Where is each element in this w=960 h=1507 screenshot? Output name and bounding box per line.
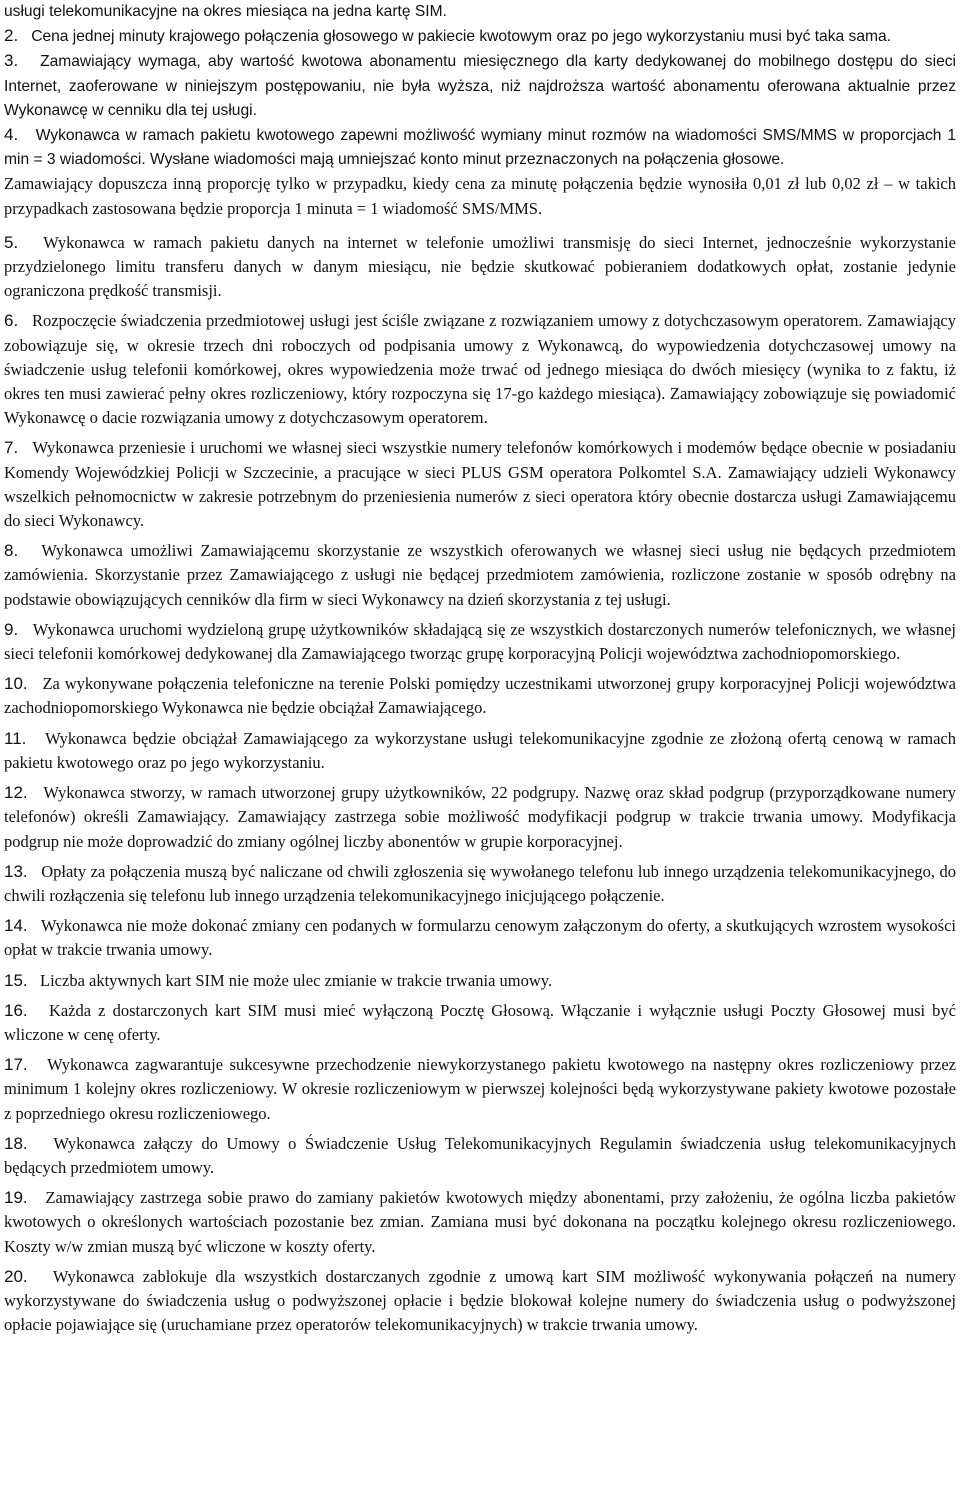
paragraph-text: Zamawiający wymaga, aby wartość kwotowa abonamentu miesięcznego dla karty dedykowanej do mobilnego dostępu do sieci Internet, zaoferowane w niniejszym postępowaniu, nie była wyższa, niż najdroższa wartość abonamentu oferowana aktualnie przez Wykonawcę w cenniku dla tej usługi. <box>4 53 957 119</box>
paragraph-text: Wykonawca będzie obciążał Zamawiającego za wykorzystane usługi telekomunikacyjne zgodnie ze złożoną ofertą cenową w ramach pakietu kwotowego oraz po jego wykorzystaniu. <box>4 728 957 772</box>
document-body <box>4 0 956 1337</box>
paragraph-13 <box>4 860 956 908</box>
paragraph-number: 17. <box>4 1055 28 1075</box>
paragraph-cont-0 <box>4 0 956 24</box>
paragraph-number: 11. <box>4 728 27 748</box>
paragraph-number: 7. <box>4 438 19 458</box>
paragraph-text: Wykonawca stworzy, w ramach utworzonej grupy użytkowników, 22 podgrupy. Nazwę oraz skład podgrup (przyporządkowane numery telefonów) określi Zamawiający. Zamawiający zastrzega sobie możliwość modyfikacji podgrup w trakcie trwania umowy. Modyfikacja podgrup nie może doprowadzić do zmiany ogólnej liczby abonentów w grupie korporacyjnej. <box>4 783 957 851</box>
paragraph-7 <box>4 436 956 533</box>
paragraph-text: Wykonawca w ramach pakietu kwotowego zapewni możliwość wymiany minut rozmów na wiadomości SMS/MMS w proporcjach 1 min = 3 wiadomości. Wysłane wiadomości mają umniejszać konto minut przeznaczonych na połączenia głosowe. <box>4 127 956 169</box>
paragraph-10 <box>4 672 956 720</box>
paragraph-number: 2. <box>4 26 19 46</box>
paragraph-text: Wykonawca umożliwi Zamawiającemu skorzystanie ze wszystkich oferowanych we własnej sieci usług nie będących przedmiotem zamówienia. Skorzystanie przez Zamawiającego z usługi nie będącej przedmiotem zamówienia, rozliczone zostanie w sposób odrębny na podstawie obowiązujących cenników dla firm w sieci Wykonawcy na dzień skorzystania z tej usługi. <box>4 541 957 609</box>
paragraph-18 <box>4 1132 956 1180</box>
paragraph-cont-4 <box>4 172 956 220</box>
paragraph-number: 9. <box>4 619 19 639</box>
paragraph-text: Zamawiający zastrzega sobie prawo do zamiany pakietów kwotowych między abonentami, przy założeniu, że ogólna liczba pakietów kwotowych o określonych wartościach pozostanie bez zmian. Zamiana musi być dokonana na początku kolejnego okresu rozliczeniowego. Koszty w/w zmian muszą być wliczone w koszty oferty. <box>4 1188 956 1256</box>
paragraph-text: Wykonawca uruchomi wydzieloną grupę użytkowników składającą się ze wszystkich dostarczonych numerów telefonicznych, we własnej sieci telefonii komórkowej dedykowanej dla Zamawiającego tworząc grupę korporacyjną Policji województwa zachodniopomorskiego. <box>4 619 956 664</box>
paragraph-5 <box>4 231 956 304</box>
paragraph-number: 6. <box>4 311 19 331</box>
paragraph-text: Wykonawca zagwarantuje sukcesywne przechodzenie niewykorzystanego pakietu kwotowego na następny okres rozliczeniowy przez minimum 1 kolejny okres rozliczeniowy. W okresie rozliczeniowym w pierwszej kolejności będą wykorzystywane pakiety kwotowe pozostałe z poprzedniego okresu rozliczeniowego. <box>4 1055 957 1123</box>
paragraph-2 <box>4 24 956 49</box>
paragraph-number: 18. <box>4 1133 28 1153</box>
paragraph-number: 4. <box>4 125 19 145</box>
paragraph-9 <box>4 618 956 666</box>
paragraph-17 <box>4 1053 956 1126</box>
paragraph-12 <box>4 781 956 854</box>
paragraph-3 <box>4 49 956 123</box>
paragraph-text: Rozpoczęcie świadczenia przedmiotowej usługi jest ściśle związane z rozwiązaniem umowy z dotychczasowym operatorem. Zamawiający zobowiązuje się, w okresie trzech dni roboczych od podpisania umowy z Wykonawcą, do wypowiedzenia dotychczasowej umowy na świadczenie usług telefonii komórkowej, okres wypowiedzenia może trwać od jednego miesiąca do dwóch miesięcy (wynika to z faktu, iż okres ten musi zawierać pełny okres rozliczeniowy, który rozpoczyna się 17-go każdego miesiąca). Zamawiający zobowiązuje się powiadomić Wykonawcę o dacie rozwiązania umowy z dotychczasowym operatorem. <box>4 311 956 428</box>
paragraph-11 <box>4 727 956 775</box>
paragraph-number: 10. <box>4 674 28 694</box>
paragraph-text: Wykonawca załączy do Umowy o Świadczenie Usług Telekomunikacyjnych Regulamin świadczenia usług telekomunikacyjnych będących przedmiotem umowy. <box>4 1133 957 1177</box>
paragraph-16 <box>4 999 956 1047</box>
paragraph-number: 14. <box>4 916 28 936</box>
paragraph-6 <box>4 309 956 430</box>
paragraph-number: 12. <box>4 783 28 803</box>
paragraph-text: Opłaty za połączenia muszą być naliczane od chwili zgłoszenia się wywołanego telefonu lub innego urządzenia telekomunikacyjnego, do chwili rozłączenia się telefonu lub innego urządzenia telekomunikacyjnego inicjującego połączenie. <box>4 861 957 905</box>
paragraph-number: 16. <box>4 1000 28 1020</box>
paragraph-number: 15. <box>4 970 28 990</box>
paragraph-4 <box>4 123 956 172</box>
paragraph-text: Wykonawca przeniesie i uruchomi we własnej sieci wszystkie numery telefonów komórkowych i modemów będące obecnie w posiadaniu Komendy Wojewódzkiej Policji w Szczecinie, a pracujące w sieci PLUS GSM operatora Polkomtel S.A. Zamawiający udzieli Wykonawcy wszelkich pełnomocnictw w zakresie potrzebnym do przeniesienia numerów z sieci operatora który obecnie dostarcza usługi Zamawiającemu do sieci Wykonawcy. <box>4 438 956 531</box>
paragraph-text: Zamawiający dopuszcza inną proporcję tylko w przypadku, kiedy cena za minutę połączenia będzie wynosiła 0,01 zł lub 0,02 zł – w takich przypadkach zastosowana będzie proporcja 1 minuta = 1 wiadomość SMS/MMS. <box>4 174 956 218</box>
paragraph-text: Cena jednej minuty krajowego połączenia głosowego w pakiecie kwotowym oraz po jego wykorzystaniu musi być taka sama. <box>31 28 891 46</box>
paragraph-number: 19. <box>4 1188 28 1208</box>
paragraph-8 <box>4 539 956 612</box>
paragraph-14 <box>4 914 956 962</box>
paragraph-text: Wykonawca w ramach pakietu danych na internet w telefonie umożliwi transmisję do sieci Internet, jednocześnie wykorzystanie przydzielonego limitu transferu danych w danym miesiącu, nie będzie skutkować pobieraniem dodatkowych opłat, zostanie jedynie ograniczona prędkość transmisji. <box>4 232 956 301</box>
paragraph-number: 8. <box>4 541 19 561</box>
paragraph-20 <box>4 1265 956 1338</box>
paragraph-text: Za wykonywane połączenia telefoniczne na terenie Polski pomiędzy uczestnikami utworzonej grupy korporacyjnej Policji województwa zachodniopomorskiego Wykonawca nie będzie obciążał Zamawiającego. <box>4 674 956 718</box>
paragraph-text: usługi telekomunikacyjne na okres miesiąca na jedna kartę SIM. <box>4 3 447 20</box>
paragraph-text: Każda z dostarczonych kart SIM musi mieć wyłączoną Pocztę Głosową. Włączanie i wyłącznie usługi Poczty Głosowej musi być wliczone w cenę oferty. <box>4 1000 956 1044</box>
paragraph-text: Liczba aktywnych kart SIM nie może ulec zmianie w trakcie trwania umowy. <box>40 970 553 990</box>
paragraph-15 <box>4 969 956 993</box>
paragraph-number: 3. <box>4 51 19 71</box>
paragraph-number: 20. <box>4 1266 28 1286</box>
paragraph-number: 13. <box>4 861 28 881</box>
paragraph-number: 5. <box>4 232 19 252</box>
paragraph-text: Wykonawca zablokuje dla wszystkich dostarczanych zgodnie z umową kart SIM możliwość wykonywania połączeń na numery wykorzystywane do świadczenia usług o podwyższonej opłacie i będzie blokował kolejne numery do świadczenia usług o podwyższonej opłacie pojawiające się (uruchamiane przez operatorów telekomunikacyjnych) w trakcie trwania umowy. <box>4 1266 957 1335</box>
paragraph-19 <box>4 1186 956 1259</box>
paragraph-text: Wykonawca nie może dokonać zmiany cen podanych w formularzu cenowym załączonym do oferty, a skutkujących wzrostem wysokości opłat w trakcie trwania umowy. <box>4 916 956 960</box>
